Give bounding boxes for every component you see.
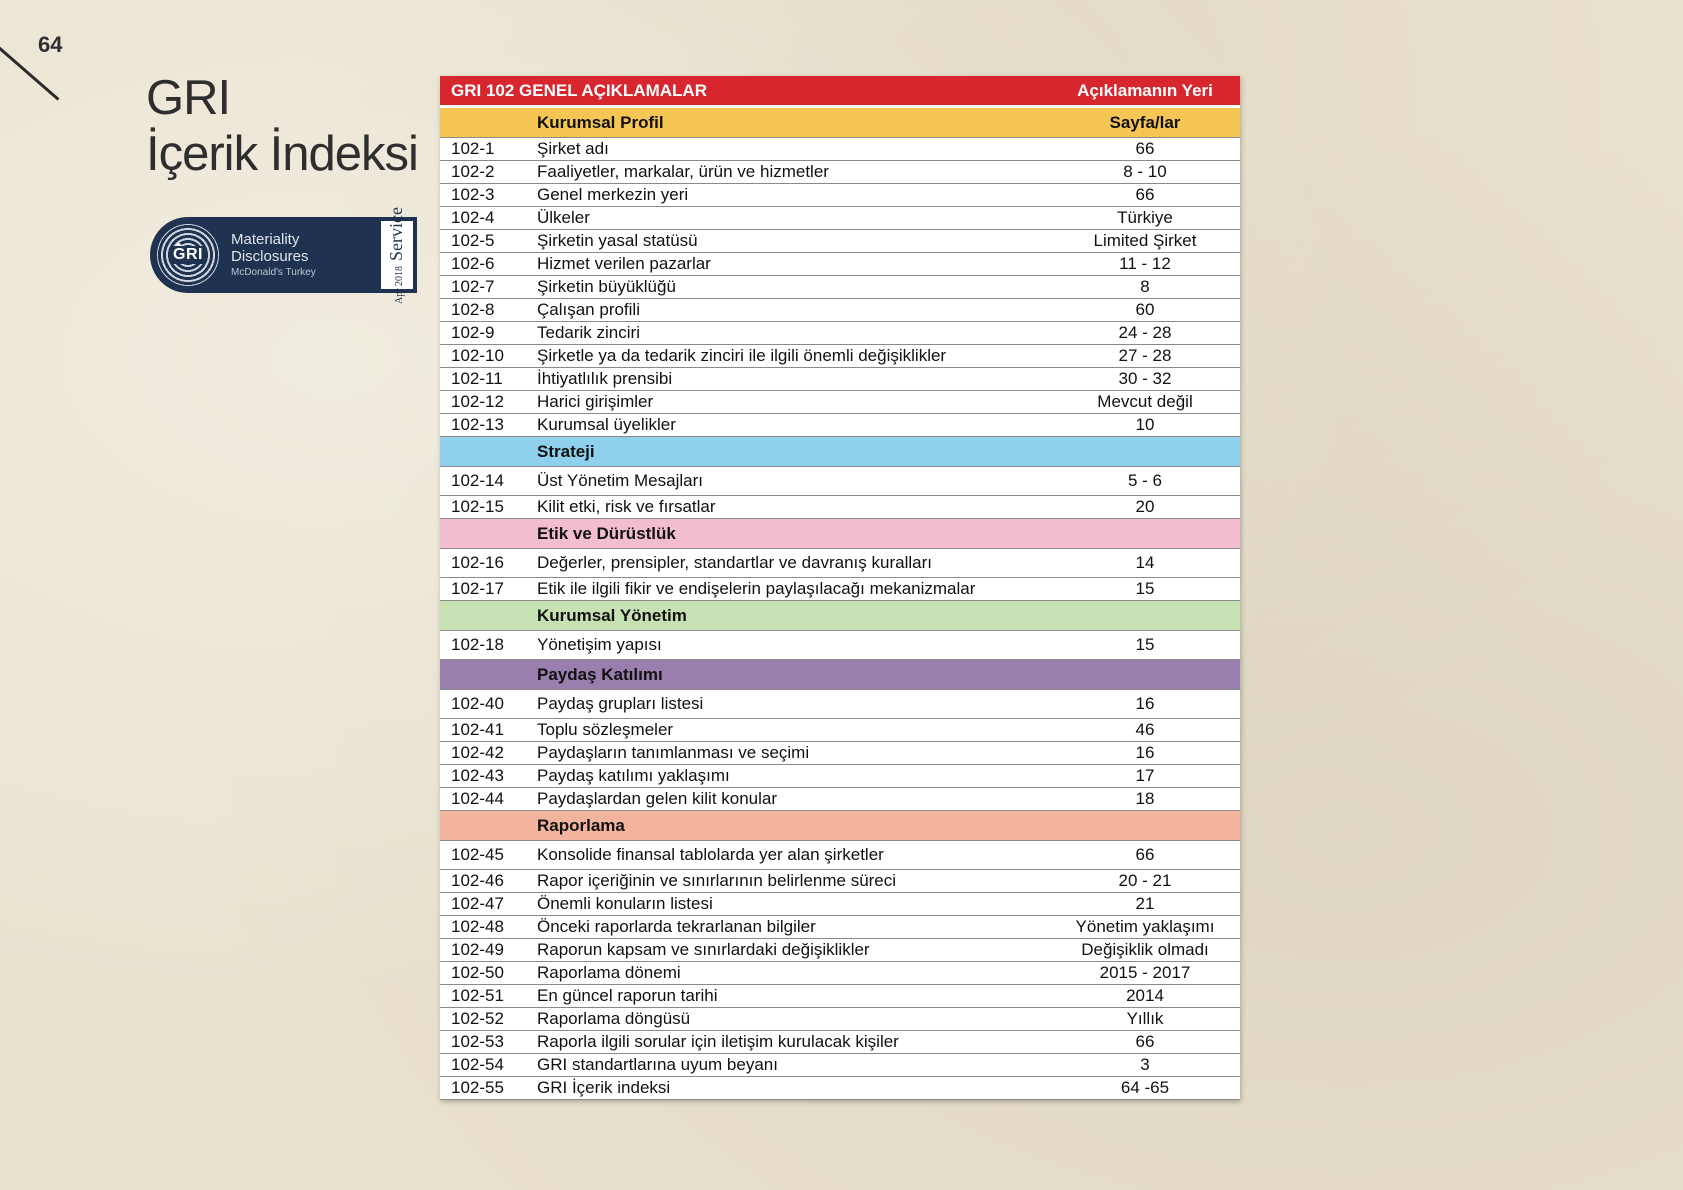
table-row bbox=[440, 939, 1240, 962]
badge-line3: McDonald's Turkey bbox=[231, 266, 316, 278]
table-row bbox=[440, 719, 1240, 742]
disclosure-location: 2014 bbox=[1126, 986, 1164, 1005]
disclosure-code: 102-49 bbox=[451, 940, 504, 959]
table-row bbox=[440, 230, 1240, 253]
table-row bbox=[440, 1054, 1240, 1077]
disclosure-description: Kurumsal üyelikler bbox=[537, 415, 676, 434]
disclosure-description: Harici girişimler bbox=[537, 392, 654, 411]
disclosure-location: 24 - 28 bbox=[1118, 323, 1172, 342]
disclosure-code: 102-5 bbox=[451, 231, 495, 250]
disclosure-description: Tedarik zinciri bbox=[537, 323, 640, 342]
section-title: Etik ve Dürüstlük bbox=[537, 523, 676, 543]
table-row bbox=[440, 299, 1240, 322]
disclosure-code: 102-43 bbox=[451, 766, 504, 785]
disclosure-code: 102-45 bbox=[451, 845, 504, 864]
disclosure-location: 18 bbox=[1135, 789, 1155, 808]
disclosure-code: 102-46 bbox=[451, 871, 504, 890]
page-title bbox=[146, 70, 436, 182]
disclosure-code: 102-8 bbox=[451, 300, 495, 319]
disclosure-description: Paydaş katılımı yaklaşımı bbox=[537, 766, 730, 785]
disclosure-location: 46 bbox=[1135, 720, 1155, 739]
disclosure-location: 3 bbox=[1140, 1055, 1150, 1074]
table-header-location: Açıklamanın Yeri bbox=[1077, 80, 1213, 100]
section-title: Kurumsal Yönetim bbox=[537, 605, 687, 625]
table-row bbox=[440, 184, 1240, 207]
disclosure-location: Türkiye bbox=[1117, 208, 1173, 227]
disclosure-code: 102-10 bbox=[451, 346, 504, 365]
disclosure-code: 102-47 bbox=[451, 894, 504, 913]
table-row bbox=[440, 578, 1240, 601]
service-stamp bbox=[379, 206, 415, 304]
table-row bbox=[440, 690, 1240, 719]
table-row bbox=[440, 631, 1240, 660]
disclosure-code: 102-1 bbox=[451, 139, 495, 158]
table-row bbox=[440, 1031, 1240, 1054]
badge-date: Apr 2018 bbox=[394, 265, 406, 304]
disclosure-code: 102-48 bbox=[451, 917, 504, 936]
table-row bbox=[440, 207, 1240, 230]
disclosure-location: 8 bbox=[1140, 277, 1150, 296]
disclosure-location: Mevcut değil bbox=[1097, 392, 1193, 411]
table-row bbox=[440, 893, 1240, 916]
gri-globe-logo bbox=[157, 224, 219, 286]
disclosure-code: 102-7 bbox=[451, 277, 495, 296]
table-row bbox=[440, 841, 1240, 870]
table-row bbox=[440, 788, 1240, 811]
page-number: 64 bbox=[38, 32, 63, 57]
table-row bbox=[440, 916, 1240, 939]
disclosure-location: 15 bbox=[1135, 579, 1155, 598]
disclosure-code: 102-50 bbox=[451, 963, 504, 982]
section-header bbox=[440, 811, 1240, 841]
disclosure-code: 102-15 bbox=[451, 497, 504, 516]
section-header bbox=[440, 108, 1240, 138]
disclosure-location: 66 bbox=[1135, 139, 1155, 158]
materiality-disclosures-badge bbox=[150, 206, 417, 304]
table-row bbox=[440, 870, 1240, 893]
disclosure-description: Şirketin büyüklüğü bbox=[537, 277, 676, 296]
badge-text bbox=[231, 231, 343, 280]
disclosure-description: Şirketle ya da tedarik zinciri ile ilgili önemli değişiklikler bbox=[537, 346, 947, 365]
disclosure-description: Toplu sözleşmeler bbox=[537, 720, 674, 739]
disclosure-code: 102-9 bbox=[451, 323, 495, 342]
disclosure-location: 66 bbox=[1135, 845, 1155, 864]
section-header bbox=[440, 601, 1240, 631]
disclosure-code: 102-12 bbox=[451, 392, 504, 411]
disclosure-code: 102-2 bbox=[451, 162, 495, 181]
badge-line2: Disclosures bbox=[231, 247, 309, 265]
disclosure-location: 64 -65 bbox=[1120, 1078, 1170, 1097]
table-row bbox=[440, 414, 1240, 437]
disclosure-description: Genel merkezin yeri bbox=[537, 185, 689, 204]
table-row bbox=[440, 253, 1240, 276]
disclosure-description: Raporlama dönemi bbox=[537, 963, 681, 982]
disclosure-code: 102-17 bbox=[451, 579, 504, 598]
disclosure-description: Kilit etki, risk ve fırsatlar bbox=[537, 497, 716, 516]
page-title-line2: İçerik İndeksi bbox=[146, 127, 418, 181]
disclosure-location: 60 bbox=[1135, 300, 1155, 319]
disclosure-code: 102-51 bbox=[451, 986, 504, 1005]
disclosure-description: Değerler, prensipler, standartlar ve davranış kuralları bbox=[537, 553, 932, 572]
table-row bbox=[440, 496, 1240, 519]
table-row bbox=[440, 391, 1240, 414]
disclosure-description: Yönetişim yapısı bbox=[537, 635, 662, 654]
disclosure-code: 102-44 bbox=[451, 789, 504, 808]
disclosure-location: 10 bbox=[1135, 415, 1155, 434]
disclosure-location: Değişiklik olmadı bbox=[1081, 940, 1209, 959]
disclosure-location: 15 bbox=[1135, 635, 1155, 654]
disclosure-code: 102-16 bbox=[451, 553, 504, 572]
disclosure-code: 102-18 bbox=[451, 635, 504, 654]
disclosure-location: 16 bbox=[1135, 694, 1155, 713]
table-row bbox=[440, 549, 1240, 578]
disclosure-location: 8 - 10 bbox=[1123, 162, 1167, 181]
disclosure-code: 102-40 bbox=[451, 694, 504, 713]
disclosure-description: Şirketin yasal statüsü bbox=[537, 231, 698, 250]
disclosure-description: Rapor içeriğinin ve sınırlarının belirlenme süreci bbox=[537, 871, 897, 890]
disclosure-code: 102-6 bbox=[451, 254, 495, 273]
disclosure-code: 102-11 bbox=[451, 369, 503, 388]
badge-service-label: Service bbox=[386, 206, 407, 261]
table-row bbox=[440, 765, 1240, 788]
disclosure-location: 30 - 32 bbox=[1118, 369, 1172, 388]
disclosure-location: 27 - 28 bbox=[1118, 346, 1172, 365]
section-header bbox=[440, 519, 1240, 549]
disclosure-description: Raporla ilgili sorular için iletişim kurulacak kişiler bbox=[537, 1032, 899, 1051]
disclosure-location: Yıllık bbox=[1126, 1009, 1164, 1028]
disclosure-location: Yönetim yaklaşımı bbox=[1075, 917, 1215, 936]
disclosure-code: 102-53 bbox=[451, 1032, 504, 1051]
disclosure-location: 21 bbox=[1135, 894, 1155, 913]
table-row bbox=[440, 467, 1240, 496]
disclosure-code: 102-42 bbox=[451, 743, 504, 762]
table-row bbox=[440, 985, 1240, 1008]
disclosure-description: Hizmet verilen pazarlar bbox=[537, 254, 711, 273]
disclosure-location: 14 bbox=[1135, 553, 1155, 572]
disclosure-location: 2015 - 2017 bbox=[1099, 963, 1191, 982]
table-row bbox=[440, 322, 1240, 345]
disclosure-code: 102-41 bbox=[451, 720, 504, 739]
disclosure-code: 102-14 bbox=[451, 471, 504, 490]
disclosure-description: Şirket adı bbox=[537, 139, 609, 158]
disclosure-location: 17 bbox=[1135, 766, 1155, 785]
disclosure-location: 20 bbox=[1135, 497, 1155, 516]
table-row bbox=[440, 742, 1240, 765]
disclosure-description: En güncel raporun tarihi bbox=[537, 986, 718, 1005]
disclosure-description: Önemli konuların listesi bbox=[537, 894, 713, 913]
disclosure-description: Önceki raporlarda tekrarlanan bilgiler bbox=[537, 917, 816, 936]
table-row bbox=[440, 138, 1240, 161]
disclosure-code: 102-55 bbox=[451, 1078, 504, 1097]
disclosure-description: Raporlama döngüsü bbox=[537, 1009, 691, 1028]
disclosure-location: 66 bbox=[1135, 185, 1155, 204]
section-column-label: Sayfa/lar bbox=[1109, 112, 1181, 132]
disclosure-description: Çalışan profili bbox=[537, 300, 640, 319]
disclosure-code: 102-52 bbox=[451, 1009, 504, 1028]
disclosure-location: 16 bbox=[1135, 743, 1155, 762]
section-header bbox=[440, 660, 1240, 690]
disclosure-description: Konsolide finansal tablolarda yer alan şirketler bbox=[537, 845, 884, 864]
disclosure-description: Paydaşlardan gelen kilit konular bbox=[537, 789, 778, 808]
section-title: Raporlama bbox=[537, 815, 625, 835]
disclosure-code: 102-13 bbox=[451, 415, 504, 434]
table-row bbox=[440, 1008, 1240, 1031]
disclosure-description: Ülkeler bbox=[537, 208, 590, 227]
disclosure-code: 102-3 bbox=[451, 185, 495, 204]
badge-line1: Materiality bbox=[231, 230, 300, 248]
table-row bbox=[440, 161, 1240, 184]
section-title: Kurumsal Profil bbox=[537, 112, 664, 132]
gri-content-index-table bbox=[440, 76, 1240, 1100]
disclosure-description: Etik ile ilgili fikir ve endişelerin paylaşılacağı mekanizmalar bbox=[537, 579, 976, 598]
table-row bbox=[440, 962, 1240, 985]
table-row bbox=[440, 368, 1240, 391]
disclosure-location: 66 bbox=[1135, 1032, 1155, 1051]
gri-logo-text: GRI bbox=[173, 246, 203, 263]
disclosure-description: Faaliyetler, markalar, ürün ve hizmetler bbox=[537, 162, 829, 181]
disclosure-code: 102-4 bbox=[451, 208, 495, 227]
disclosure-description: Üst Yönetim Mesajları bbox=[537, 471, 703, 490]
section-title: Paydaş Katılımı bbox=[537, 664, 663, 684]
disclosure-description: Paydaş grupları listesi bbox=[537, 694, 704, 713]
disclosure-description: GRI İçerik indeksi bbox=[537, 1078, 671, 1097]
table-row bbox=[440, 1077, 1240, 1100]
disclosure-description: Raporun kapsam ve sınırlardaki değişiklikler bbox=[537, 940, 870, 959]
disclosure-location: 5 - 6 bbox=[1127, 471, 1163, 490]
disclosure-description: Paydaşların tanımlanması ve seçimi bbox=[537, 743, 810, 762]
disclosure-location: 11 - 12 bbox=[1119, 254, 1171, 273]
table-header-title: GRI 102 GENEL AÇIKLAMALAR bbox=[451, 80, 707, 100]
section-title: Strateji bbox=[537, 441, 595, 461]
page-title-line1: GRI bbox=[146, 71, 231, 125]
table-row bbox=[440, 345, 1240, 368]
disclosure-description: İhtiyatlılık prensibi bbox=[537, 369, 673, 388]
section-header bbox=[440, 437, 1240, 467]
disclosure-location: 20 - 21 bbox=[1118, 871, 1172, 890]
disclosure-code: 102-54 bbox=[451, 1055, 504, 1074]
disclosure-description: GRI standartlarına uyum beyanı bbox=[537, 1055, 778, 1074]
table-row bbox=[440, 276, 1240, 299]
disclosure-location: Limited Şirket bbox=[1093, 231, 1197, 250]
table-header bbox=[440, 76, 1240, 108]
